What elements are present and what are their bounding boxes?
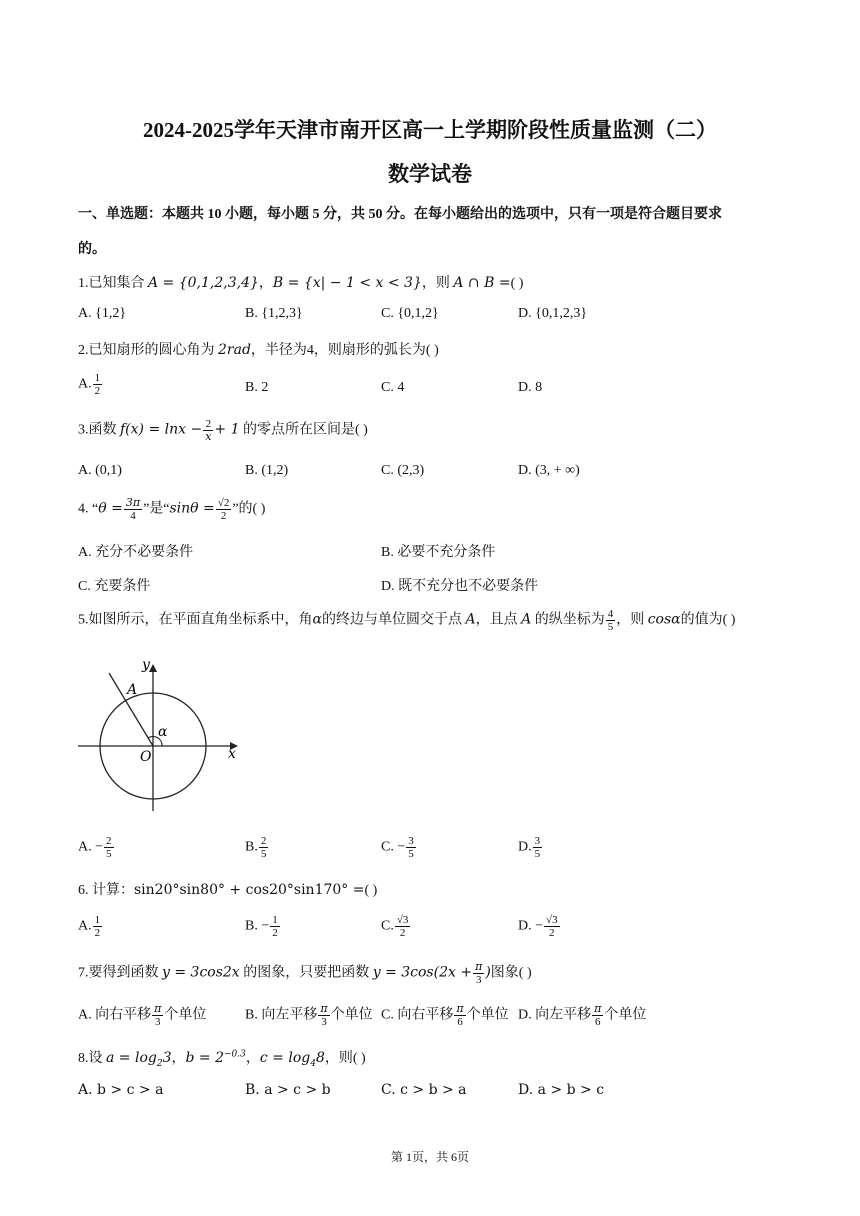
q5-option-c: C. − $\frac{3}{5}$ [381,835,414,860]
q5-option-b: B. $\frac{2}{5}$ [245,835,267,860]
q8-option-a: A. b > c > a [78,1082,164,1098]
question-5: 5.如图所示，在平面直角坐标系中，角α的终边与单位圆交于点 A，且点 A 的纵坐标为 $\frac{4}{5}$ ，则 cosα的值为( ) [78,608,736,633]
q3-option-a: A. (0,1) [78,463,122,478]
q8-option-c: C. c > b > a [381,1082,467,1098]
q6-option-c: C. $\frac{√3}{2}$ [381,914,409,939]
question-8: 8.设 $a = \log_23$，$b = 2^{-0.3}$，$c = \log_48$，则( ) [78,1049,366,1069]
q7-option-b: B. 向左平移 $\frac{\pi}{3}$ 个单位 [245,1002,373,1028]
q1-option-b: B. {1,2,3} [245,306,303,321]
question-6: 6. 计算：sin20°sin80° + cos20°sin170° =( ) [78,882,378,898]
q7-option-c: C. 向右平移 $\frac{\pi}{6}$ 个单位 [381,1002,509,1028]
q3-option-d: D. (3, + ∞) [518,463,580,478]
question-2: 2.已知扇形的圆心角为 2rad，半径为4，则扇形的弧长为( ) [78,342,439,358]
q4-option-d: D. 既不充分也不必要条件 [381,579,539,594]
q7-option-d: D. 向左平移 $\frac{\pi}{6}$ 个单位 [518,1002,647,1028]
page-subtitle: 数学试卷 [388,162,472,186]
q2-option-c: C. 4 [381,380,405,395]
q8-option-d: D. a > b > c [518,1082,605,1098]
q6-option-b: B. − $\frac{1}{2}$ [245,914,278,939]
q2-option-d: D. 8 [518,380,543,395]
q4-option-b: B. 必要不充分条件 [381,545,496,560]
y-axis-arrow [149,664,157,672]
page-title: 2024-2025学年天津市南开区高一上学期阶段性质量监测（二） [143,118,717,142]
question-7: 7.要得到函数 y = 3cos2x 的图象，只要把函数 y = 3cos(2x + $\frac{\pi}{3}$ )图象( ) [78,960,532,986]
point-a-label: A [127,682,138,698]
q4-option-c: C. 充要条件 [78,579,151,594]
alpha-label: α [158,724,168,740]
q1-option-a: A. {1,2} [78,306,127,321]
question-3: 3.函数 f(x) = lnx − $\frac{2}{x}$ + 1 的零点所在区间是( ) [78,418,368,443]
q1-option-d: D. {0,1,2,3} [518,306,588,321]
q4-option-a: A. 充分不必要条件 [78,545,194,560]
question-1: 1.已知集合 A = {0,1,2,3,4}，B = {x| − 1 < x < 3}，则 A ∩ B =( ) [78,275,524,291]
unit-circle-figure [74,655,244,815]
x-label: x [228,746,236,762]
q5-option-a: A. − $\frac{2}{5}$ [78,835,112,860]
y-label: y [142,657,150,673]
q3-option-b: B. (1,2) [245,463,289,478]
page-footer: 第 1页，共 6页 [390,1150,469,1164]
q2-option-b: B. 2 [245,380,269,395]
section-header: 一、单选题：本题共 10 小题，每小题 5 分，共 50 分。在每小题给出的选项中，只有一项是符合题目要求 [78,207,722,222]
q6-option-d: D. − $\frac{√3}{2}$ [518,914,558,939]
section-header-cont: 的。 [78,242,106,257]
q2-option-a: A. $\frac{1}{2}$ [78,372,101,397]
q5-option-d: D. $\frac{3}{5}$ [518,835,541,860]
q7-option-a: A. 向右平移 $\frac{\pi}{3}$ 个单位 [78,1002,207,1028]
question-4: 4. “θ = $\frac{3\pi}{4}$ ”是“sinθ = $\frac{√2}{2}$ ”的( ) [78,496,266,522]
q8-option-b: B. a > c > b [245,1082,331,1098]
q3-option-c: C. (2,3) [381,463,425,478]
origin-label: O [140,749,152,765]
q1-option-c: C. {0,1,2} [381,306,439,321]
q6-option-a: A. $\frac{1}{2}$ [78,914,101,939]
